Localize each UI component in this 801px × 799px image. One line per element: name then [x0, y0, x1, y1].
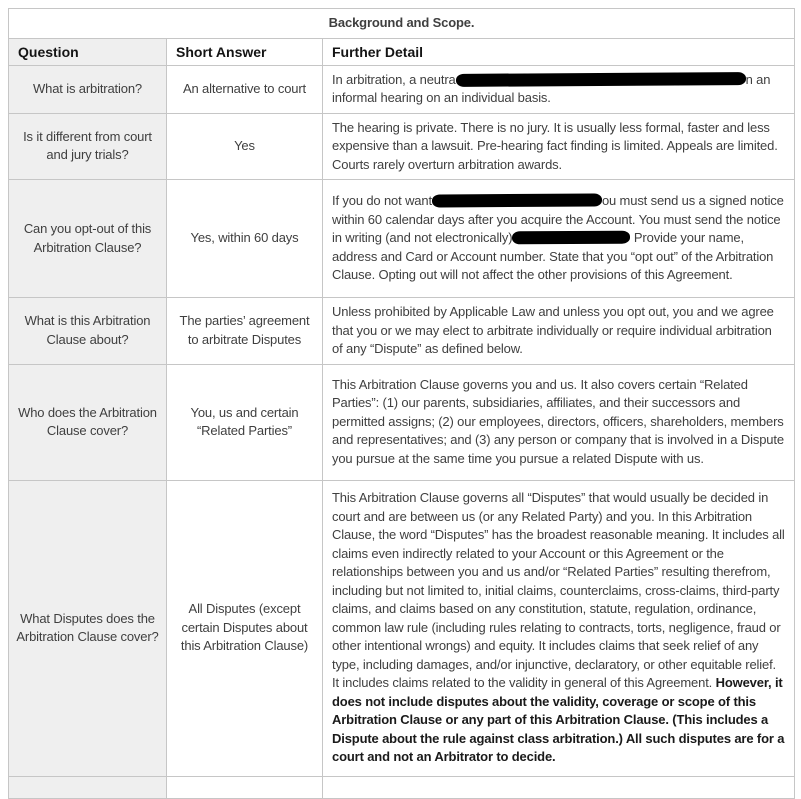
partial-table-row	[9, 776, 795, 798]
table-body	[9, 65, 795, 776]
detail-text: This Arbitration Clause governs you and us. It also covers certain “Related Parties”: (1) our parents, subsidiaries, affiliates, and their successors and permitted assigns; (2) our employees, directors, officers, shareholders, members and representatives; and (3) any person or company that is involved in a Dispute you pursue at the same time you pursue a related Dispute with us.	[332, 376, 784, 466]
column-header-short-answer: Short Answer	[167, 38, 323, 65]
detail-text: Unless prohibited by Applicable Law and unless you opt out, you and we agree that you or we may elect to arbitrate individually or require individual arbitration of any “Dispute” as defined below.	[332, 304, 774, 356]
detail-text: ou must send us a signed notice within 60 calendar days after you acquire the Account. You must send the notice in writing (and not electronically)	[332, 193, 784, 246]
table-row	[9, 480, 795, 776]
detail-text: In arbitration, a neutra	[332, 71, 456, 87]
redaction-bar	[512, 231, 630, 245]
table-partial-row-body	[9, 776, 795, 798]
short-answer-cell: Yes	[167, 113, 323, 180]
further-detail-cell	[323, 364, 795, 480]
further-detail-cell	[323, 65, 795, 113]
detail-text: If you do not want	[332, 193, 432, 209]
detail-text-bold: However, it does not include disputes about the validity, coverage or scope of this Arbitration Clause or any part of this Arbitration Clause. (This includes a Dispute about the rule against class arbitration.) All such disputes are for a court and not an Arbitrator to decide.	[332, 675, 785, 765]
further-detail-cell	[323, 180, 795, 298]
header-row	[9, 38, 795, 65]
table-row	[9, 65, 795, 113]
detail-text: n an informal hearing on an individual basis.	[332, 71, 771, 105]
further-detail-cell	[323, 776, 795, 798]
question-cell: What is arbitration?	[9, 65, 167, 113]
question-cell: Can you opt-out of this Arbitration Clause?	[9, 180, 167, 298]
redaction-bar	[456, 72, 746, 87]
further-detail-cell	[323, 480, 795, 776]
redaction-bar	[432, 194, 602, 208]
table-head	[9, 9, 795, 66]
table-row	[9, 180, 795, 298]
short-answer-cell: The parties’ agreement to arbitrate Disputes	[167, 298, 323, 365]
column-header-question: Question	[9, 38, 167, 65]
arbitration-table	[8, 8, 795, 799]
question-cell: Who does the Arbitration Clause cover?	[9, 364, 167, 480]
question-cell	[9, 776, 167, 798]
column-header-further-detail: Further Detail	[323, 38, 795, 65]
table-row	[9, 113, 795, 180]
detail-text: This Arbitration Clause governs all “Disputes” that would usually be decided in court and are between us (or any Related Party) and you. In this Arbitration Clause, the word “Disputes” has the broadest reasonable meaning. It includes all claims even indirectly related to your Account or this Agreement or the relationships between you and us and/or “Related Parties” resulting therefrom, including but not limited to, initial claims, counterclaims, cross-claims, third-party claims, and claims based on any constitution, statute, regulation, ordinance, common law rule (including rules relating to contracts, torts, negligence, fraud or other intentional wrongs) and equity. It includes claims that seek relief of any type, including damages, and/or injunctive, declaratory, or other equitable relief. It includes claims related to the validity in general of this Agreement.	[332, 490, 785, 691]
short-answer-cell: Yes, within 60 days	[167, 180, 323, 298]
further-detail-cell	[323, 113, 795, 180]
question-cell: Is it different from court and jury trials?	[9, 113, 167, 180]
further-detail-cell	[323, 298, 795, 365]
question-cell: What is this Arbitration Clause about?	[9, 298, 167, 365]
short-answer-cell: An alternative to court	[167, 65, 323, 113]
table-title: Background and Scope.	[9, 9, 795, 39]
question-cell: What Disputes does the Arbitration Clause cover?	[9, 480, 167, 776]
short-answer-cell	[167, 776, 323, 798]
detail-text: Provide your name, address and Card or Account number. State that you “opt out” of the Arbitration Clause. Opting out will not affect the other provisions of this Agreement.	[332, 230, 774, 283]
title-row	[9, 9, 795, 39]
short-answer-cell: All Disputes (except certain Disputes about this Arbitration Clause)	[167, 480, 323, 776]
detail-text: The hearing is private. There is no jury. It is usually less formal, faster and less expensive than a lawsuit. Pre-hearing fact finding is limited. Appeals are limited. Courts rarely overturn arbitration awards.	[332, 119, 778, 172]
table-row	[9, 298, 795, 365]
short-answer-cell: You, us and certain “Related Parties”	[167, 364, 323, 480]
table-row	[9, 364, 795, 480]
